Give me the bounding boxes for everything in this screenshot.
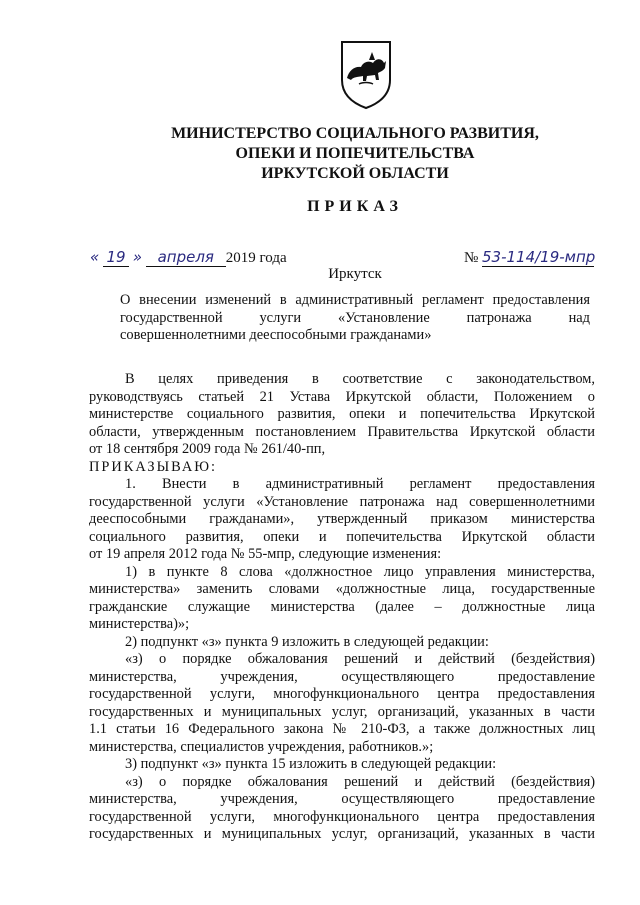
body-line: от 19 апреля 2012 года № 55-мпр, следующие изменения:: [89, 546, 442, 562]
subject-line: совершеннолетними дееспособными гражданами»: [120, 327, 432, 344]
body-line: руководствуясь статьей 21 Устава Иркутской области, Положением о: [89, 388, 595, 405]
body-line: «з) о порядке обжалования решений и действий (бездействия): [125, 651, 595, 667]
city-name: Иркутск: [328, 266, 382, 282]
body-line: государственной услуги, многофункционального центра предоставления: [89, 808, 595, 825]
header-line-3: ИРКУТСКОЙ ОБЛАСТИ: [261, 165, 449, 182]
body-line: государственной услуги, многофункционального центра предоставления: [89, 686, 595, 702]
header-line-1: МИНИСТЕРСТВО СОЦИАЛЬНОГО РАЗВИТИЯ,: [171, 125, 539, 142]
body-line: гражданские служащие министерства (далее – должностные лица: [89, 598, 595, 615]
order-title: ПРИКАЗ: [307, 198, 403, 215]
subject-line: государственной услуги «Установление патронажа над: [120, 309, 590, 326]
date-day: 19: [103, 248, 129, 267]
order-body: [89, 371, 595, 844]
body-line: государственных и муниципальных услуг, организаций, указанных в части: [89, 826, 595, 842]
body-line: министерстве социального развития, опеки и попечительства Иркутской: [89, 406, 595, 422]
body-line: министерства, учреждения, осуществляющего предоставление: [89, 668, 595, 685]
body-line: 3) подпункт «з» пункта 15 изложить в следующей редакции:: [125, 756, 497, 772]
body-line: от 18 сентября 2009 года № 261/40-пп,: [89, 441, 326, 457]
body-line: ПРИКАЗЫВАЮ:: [89, 458, 218, 475]
date-year: 2019 года: [225, 250, 287, 266]
body-line: области, утвержденным постановлением Правительства Иркутской области: [89, 423, 595, 440]
order-date: [90, 248, 287, 267]
date-close-quote: »: [132, 248, 143, 266]
body-line: министерства, учреждения, осуществляющего предоставление: [89, 791, 595, 807]
body-line: дееспособными гражданами», утвержденный приказом министерства: [89, 511, 595, 527]
number-value: 53-114/19-мпр: [482, 248, 596, 266]
body-line: министерства)»;: [89, 616, 190, 632]
subject-line: О внесении изменений в административный регламент предоставления: [120, 292, 590, 308]
body-line: 2) подпункт «з» пункта 9 изложить в следующей редакции:: [125, 633, 489, 650]
body-line: «з) о порядке обжалования решений и действий (бездействия): [125, 773, 595, 790]
body-line: министерства, специалистов учреждения, работников.»;: [89, 738, 434, 755]
body-line: социального развития, опеки и попечительства Иркутской области: [89, 528, 595, 545]
body-line: 1. Внести в административный регламент предоставления: [125, 476, 595, 492]
body-line: В целях приведения в соответствие с законодательством,: [125, 371, 595, 387]
date-open-quote: «: [90, 248, 100, 266]
order-number: [464, 248, 594, 267]
number-prefix: №: [463, 250, 479, 266]
ministry-header: [120, 124, 590, 184]
body-line: министерства» заменить словами «должностные лица, государственные: [89, 581, 595, 597]
order-subject: [120, 292, 590, 345]
body-line: государственных и муниципальных услуг, организаций, указанных в части: [89, 703, 595, 720]
date-month: апреля: [146, 248, 226, 267]
header-line-2: ОПЕКИ И ПОПЕЧИТЕЛЬСТВА: [235, 145, 475, 162]
body-line: государственной услуги «Установление патронажа над совершеннолетними: [89, 493, 595, 510]
body-line: 1) в пункте 8 слова «должностное лицо управления министерства,: [125, 563, 595, 580]
body-line: 1.1 статьи 16 Федерального закона № 210-ФЗ, а также должностных лиц: [89, 721, 595, 737]
coat-of-arms-emblem: [339, 40, 393, 110]
